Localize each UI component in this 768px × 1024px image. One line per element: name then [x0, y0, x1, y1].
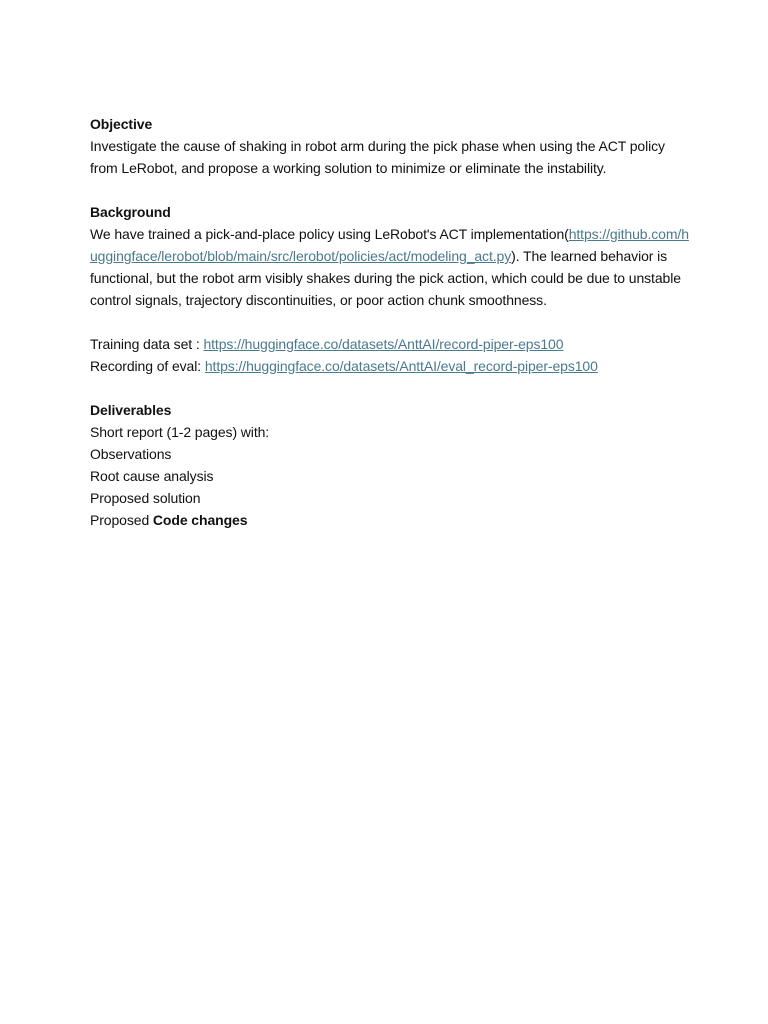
objective-heading: Objective [90, 116, 153, 132]
deliverable-bold: Code changes [152, 512, 248, 528]
deliverable-item: Observations [90, 446, 172, 462]
background-section [90, 201, 690, 311]
objective-section [90, 113, 690, 179]
eval-recording-link[interactable]: https://huggingface.co/datasets/AnttAI/eval_record-piper-eps100 [204, 358, 598, 374]
deliverable-item: Root cause analysis [90, 468, 214, 484]
background-text-before-link: We have trained a pick-and-place policy using LeRobot's ACT implementation( [90, 226, 569, 242]
spacer [90, 179, 690, 201]
background-heading: Background [90, 204, 171, 220]
objective-text: Investigate the cause of shaking in robot arm during the pick phase when using the ACT policy from LeRobot, and propose a working solution to minimize or eliminate the instability. [90, 138, 665, 176]
deliverable-prefix: Proposed [90, 512, 153, 528]
spacer [90, 311, 690, 333]
eval-recording-line [90, 355, 690, 377]
document-page [90, 113, 690, 531]
act-policy-link[interactable]: https://github.com/huggingface/lerobot/blob/main/src/lerobot/policies/act/modeling_act.py [90, 226, 689, 264]
deliverables-intro: Short report (1-2 pages) with: [90, 424, 270, 440]
training-dataset-label: Training data set : [90, 336, 204, 352]
deliverable-item-code-changes [90, 509, 690, 531]
training-dataset-line [90, 333, 690, 355]
deliverables-section [90, 399, 690, 531]
eval-recording-label: Recording of eval: [90, 358, 205, 374]
deliverable-item: Proposed solution [90, 490, 201, 506]
background-text [90, 223, 690, 311]
datasets-section [90, 333, 690, 377]
training-dataset-link[interactable]: https://huggingface.co/datasets/AnttAI/record-piper-eps100 [203, 336, 564, 352]
background-text-after-link: ). The learned behavior is functional, but the robot arm visibly shakes during the pick action, which could be due to unstable control signals, trajectory discontinuities, or poor action chunk smoothness. [90, 248, 681, 308]
deliverables-heading: Deliverables [90, 402, 172, 418]
spacer [90, 377, 690, 399]
